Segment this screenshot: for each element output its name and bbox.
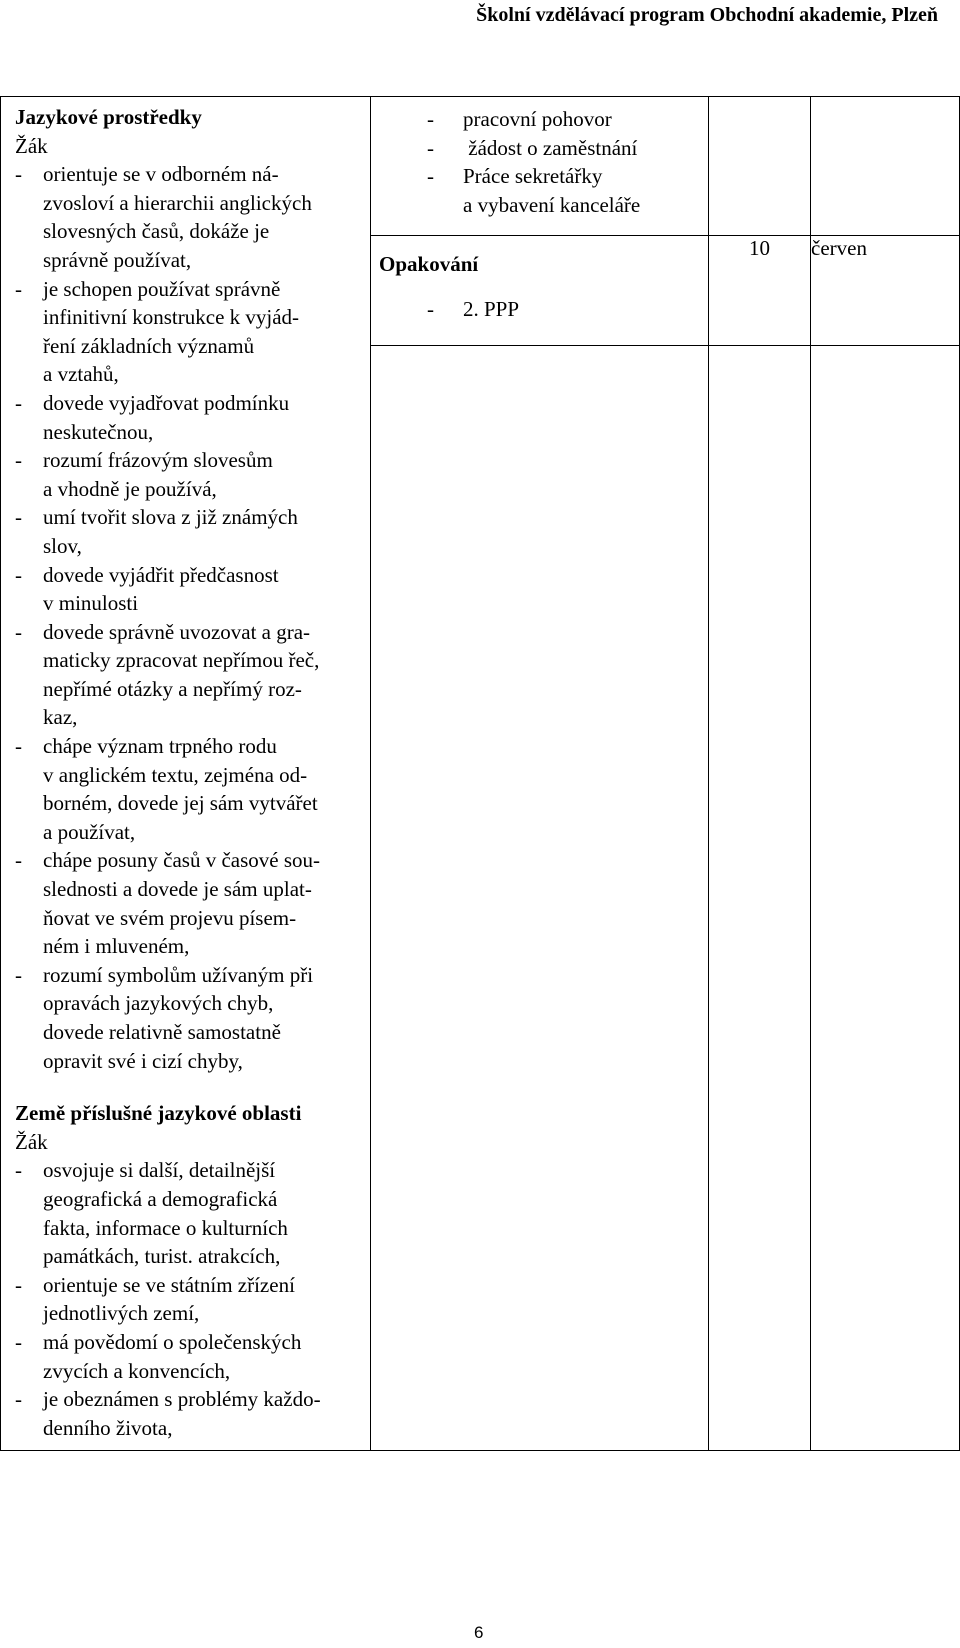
text-line: osvojuje si další, detailnější — [43, 1158, 276, 1183]
text-line: opravách jazykových chyb, — [43, 991, 274, 1016]
text-line: opravit své i cizí chyby, — [43, 1048, 243, 1073]
empty-cell — [371, 346, 709, 1451]
list-item — [15, 961, 362, 1075]
text-line: zvosloví a hierarchii anglických — [43, 190, 312, 215]
text-line: geografická a demografická — [43, 1186, 278, 1211]
topics-cell — [371, 97, 709, 236]
text-line: rozumí symbolům užívaným při — [43, 962, 314, 987]
text-line: chápe posuny časů v časové sou- — [43, 848, 320, 873]
section-subheading: Žák — [15, 133, 48, 158]
dash-bullet: - — [427, 107, 434, 131]
text-line: v minulosti — [43, 591, 139, 616]
empty-cell — [811, 346, 960, 1451]
list-item — [15, 389, 362, 446]
text-line: dovede vyjadřovat podmínku — [43, 390, 290, 415]
text-line: maticky zpracovat nepřímou řeč, — [43, 648, 320, 673]
dash-bullet: - — [15, 1158, 22, 1183]
text-line: rozumí frázovým slovesům — [43, 448, 273, 473]
month-cell-empty — [811, 97, 960, 236]
text-line: dovede vyjádřit předčasnost — [43, 562, 279, 587]
text-line: památkách, turist. atrakcích, — [43, 1244, 281, 1269]
text-line: orientuje se ve státním zřízení — [43, 1272, 295, 1297]
section-subheading: Žák — [15, 1129, 48, 1154]
list-item — [15, 732, 362, 846]
learning-outcomes-cell — [1, 97, 371, 1451]
dash-bullet: - — [15, 562, 22, 587]
text-line: slovesných časů, dokáže je — [43, 219, 270, 244]
review-hours: 10 — [709, 236, 811, 346]
text-line: a vhodně je používá, — [43, 476, 217, 501]
dash-bullet: - — [427, 135, 434, 160]
dash-bullet: - — [15, 1272, 22, 1297]
text-line: orientuje se v odborném ná- — [43, 162, 279, 187]
document-header: Školní vzdělávací program Obchodní akademie, Plzeň — [476, 4, 938, 26]
list-item — [15, 503, 362, 560]
empty-cell — [709, 346, 811, 1451]
list-item — [379, 105, 702, 134]
text-line: fakta, informace o kulturních — [43, 1215, 288, 1240]
list-item — [15, 561, 362, 618]
section-heading: Země příslušné jazykové oblasti — [15, 1101, 302, 1126]
curriculum-table — [0, 96, 960, 1451]
text-line: a používat, — [43, 819, 136, 844]
dash-bullet: - — [15, 390, 22, 415]
list-item — [15, 1271, 362, 1328]
text-line: borném, dovede jej sám vytvářet — [43, 791, 318, 816]
text-line: ření základních významů — [43, 333, 255, 358]
section-language-means — [15, 103, 362, 1075]
text-line: je schopen používat správně — [43, 276, 281, 301]
section-language-countries — [15, 1099, 362, 1442]
text-line: kaz, — [43, 705, 78, 730]
outcome-list — [15, 160, 362, 1075]
review-title: Opakování — [379, 252, 479, 276]
text-line: slednosti a dovede je sám uplat- — [43, 877, 312, 902]
list-item — [15, 1385, 362, 1442]
text-line: v anglickém textu, zejména od- — [43, 762, 308, 787]
text-line: pracovní pohovor — [463, 107, 612, 131]
text-line: chápe význam trpného rodu — [43, 734, 277, 759]
text-line: dovede správně uvozovat a gra- — [43, 619, 311, 644]
list-item — [15, 446, 362, 503]
list-item — [379, 162, 702, 219]
hours-cell-empty — [709, 97, 811, 236]
review-month: červen — [811, 236, 960, 346]
review-cell — [371, 236, 709, 346]
text-line: ném i mluveném, — [43, 934, 190, 959]
text-line: Práce sekretářky — [463, 164, 603, 189]
dash-bullet: - — [15, 162, 22, 187]
text-line: správně používat, — [43, 247, 192, 272]
list-item — [15, 846, 362, 960]
list-item — [379, 134, 702, 163]
review-item-text: 2. PPP — [463, 297, 520, 321]
text-line: dovede relativně samostatně — [43, 1020, 281, 1044]
text-line: jednotlivých zemí, — [43, 1301, 200, 1326]
dash-bullet: - — [15, 276, 22, 301]
text-line: zvycích a konvencích, — [43, 1358, 231, 1383]
list-item — [15, 618, 362, 732]
dash-bullet: - — [15, 619, 22, 644]
outcome-list — [15, 1156, 362, 1442]
dash-bullet: - — [427, 164, 434, 189]
text-line: umí tvořit slova z již známých — [43, 505, 298, 530]
text-line: slov, — [43, 533, 82, 558]
text-line: neskutečnou, — [43, 419, 154, 444]
text-line: nepřímé otázky a nepřímý roz- — [43, 676, 302, 701]
dash-bullet: - — [15, 1329, 22, 1354]
list-item — [15, 1156, 362, 1270]
topic-list — [379, 105, 702, 219]
dash-bullet: - — [15, 848, 22, 873]
text-line: žádost o zaměstnání — [463, 135, 638, 160]
dash-bullet: - — [15, 448, 22, 473]
text-line: denního života, — [43, 1415, 173, 1440]
dash-bullet: - — [15, 734, 22, 759]
text-line: infinitivní konstrukce k vyjád- — [43, 305, 300, 330]
text-line: má povědomí o společenských — [43, 1329, 302, 1354]
dash-bullet: - — [15, 1387, 22, 1412]
dash-bullet: - — [15, 505, 22, 530]
text-line: a vztahů, — [43, 362, 119, 387]
list-item — [15, 160, 362, 274]
list-item — [379, 295, 708, 323]
dash-bullet: - — [427, 297, 434, 321]
text-line: je obeznámen s problémy každo- — [43, 1387, 321, 1412]
list-item — [15, 275, 362, 389]
text-line: a vybavení kanceláře — [463, 192, 641, 217]
list-item — [15, 1328, 362, 1385]
page-number: 6 — [474, 1623, 484, 1642]
text-line: ňovat ve svém projevu písem- — [43, 905, 297, 930]
dash-bullet: - — [15, 962, 22, 987]
section-heading: Jazykové prostředky — [15, 105, 202, 129]
